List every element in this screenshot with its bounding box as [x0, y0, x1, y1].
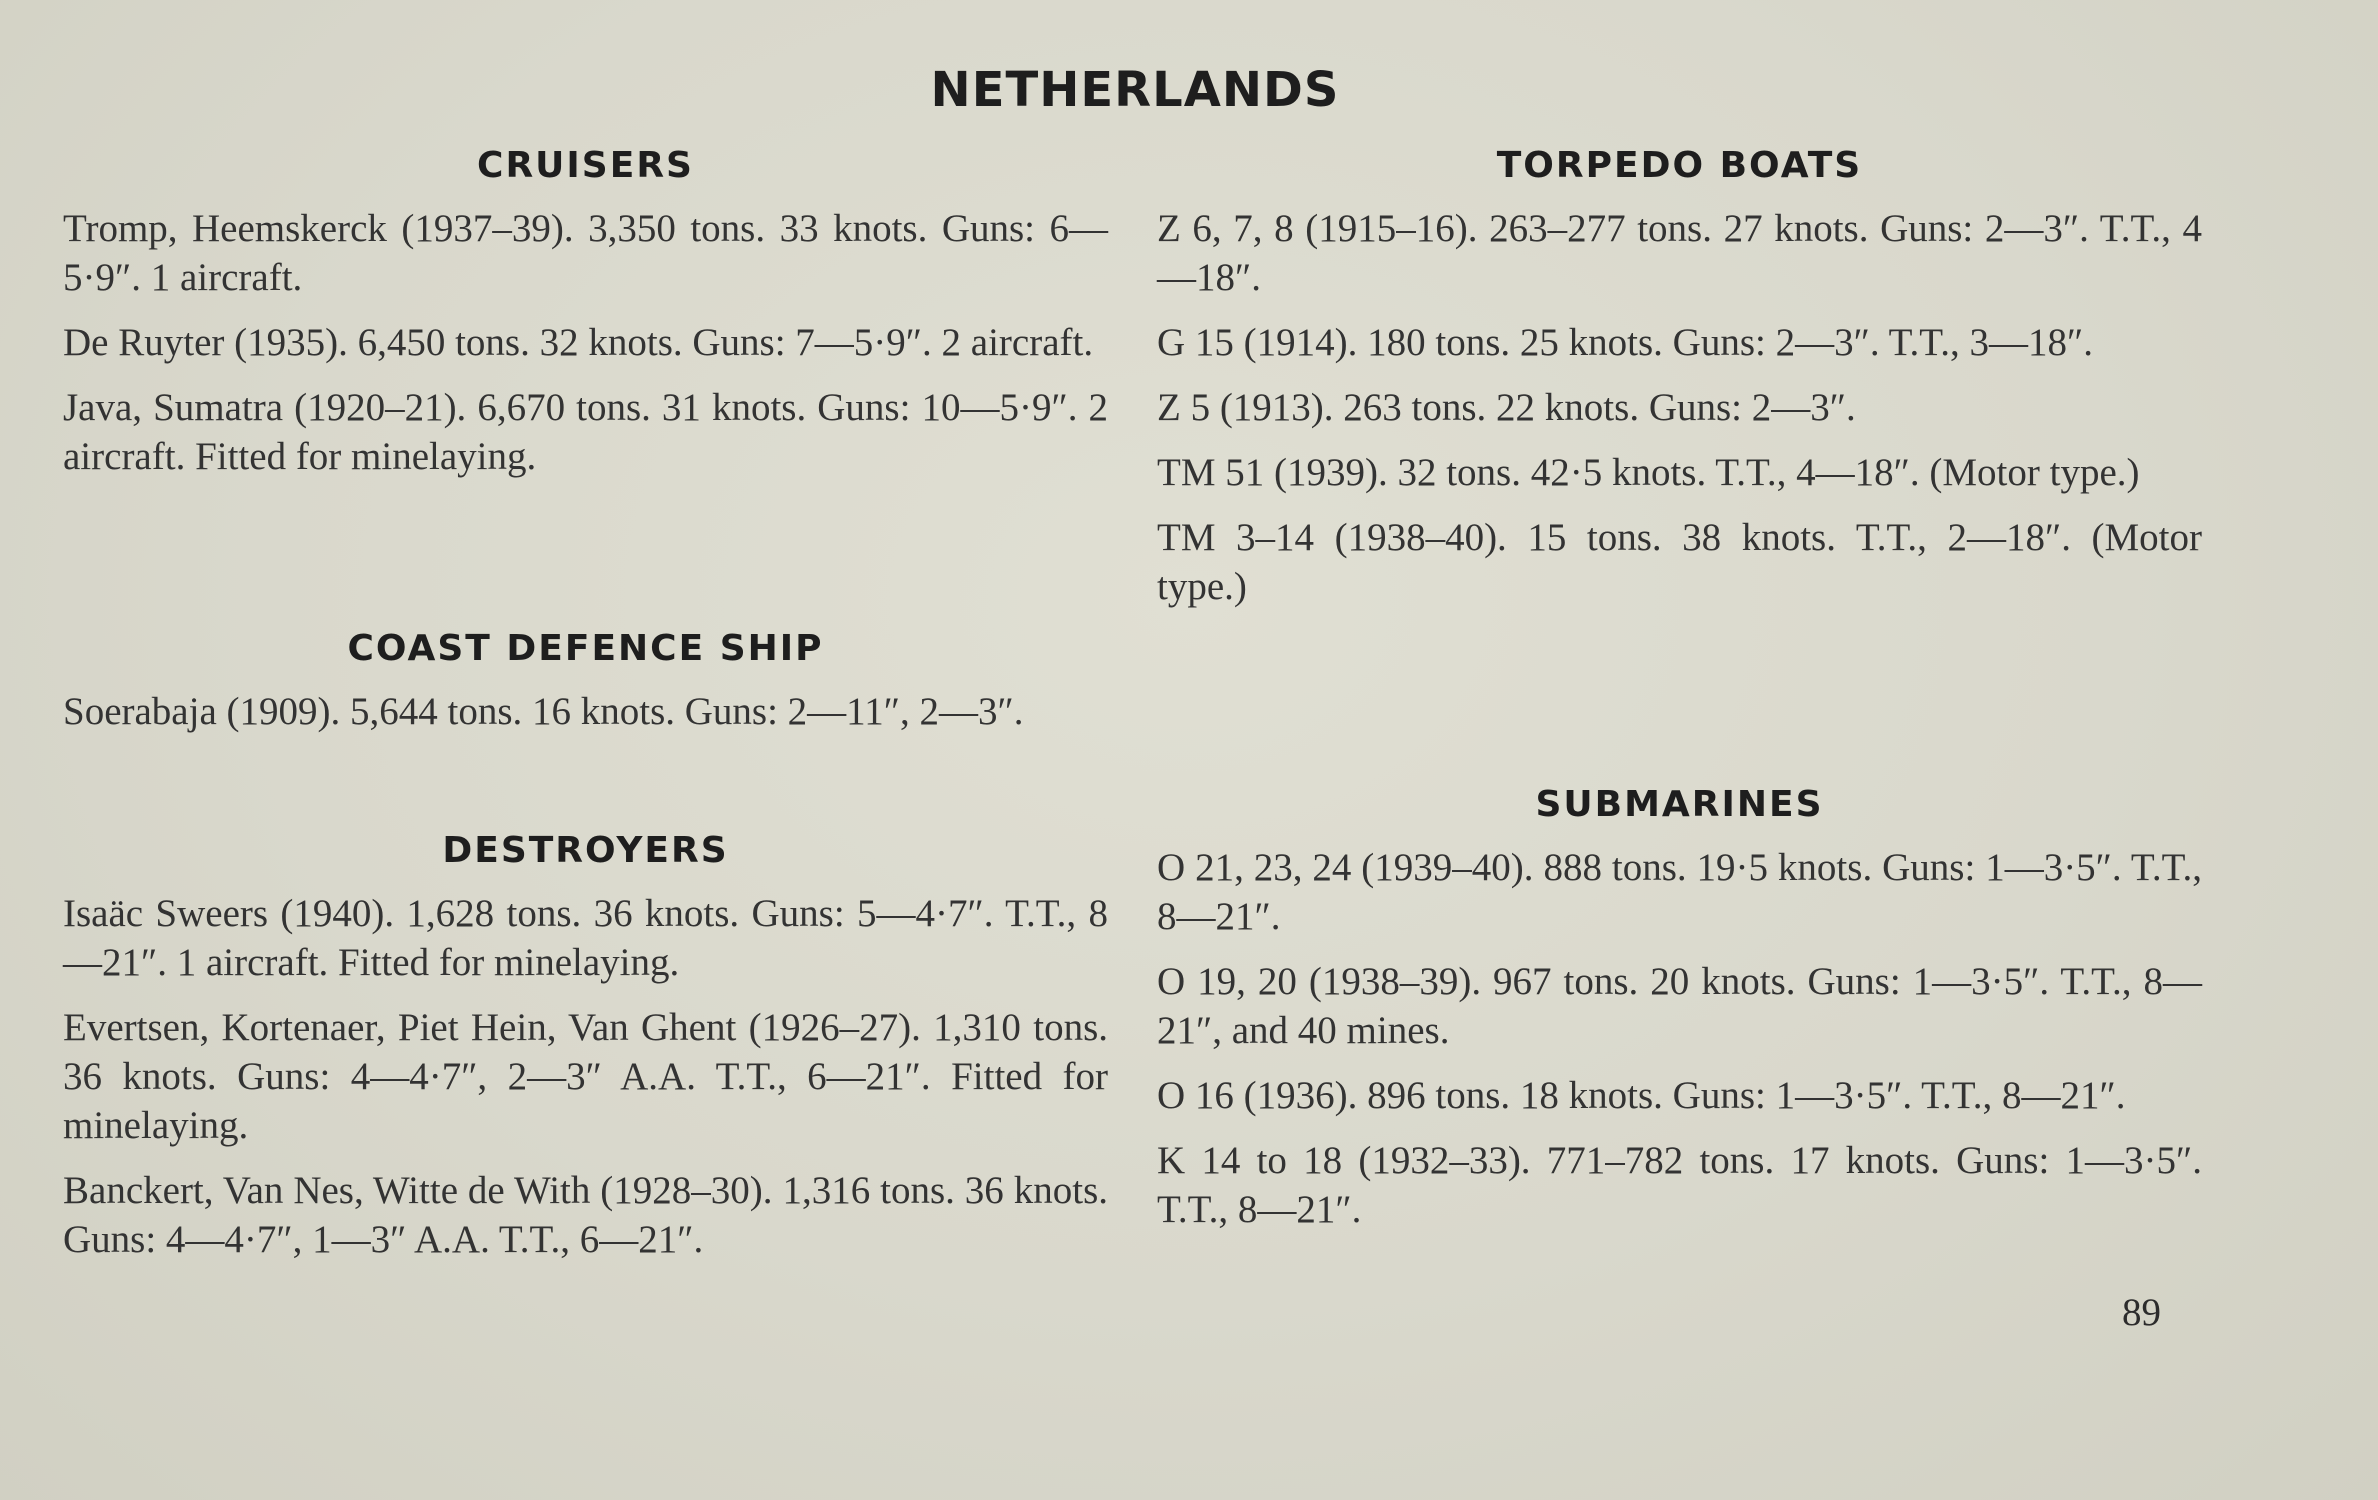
torpedo-boat-entry: Z 5 (1913). 263 tons. 22 knots. Guns: 2—3″.: [1157, 386, 1856, 429]
torpedo-boats-section: [1157, 145, 2202, 627]
submarines-section: [1157, 784, 2202, 1250]
torpedo-boat-entry: Z 6, 7, 8 (1915–16). 263–277 tons. 27 knots. Guns: 2—3″. T.T., 4—18″.: [1157, 207, 2202, 299]
submarine-entry: O 16 (1936). 896 tons. 18 knots. Guns: 1—3·5″. T.T., 8—21″.: [1157, 1074, 2126, 1117]
destroyers-section: [63, 830, 1108, 1280]
torpedo-boat-entry: TM 51 (1939). 32 tons. 42·5 knots. T.T., 4—18″. (Motor type.): [1157, 451, 2140, 494]
torpedo-boat-entry: G 15 (1914). 180 tons. 25 knots. Guns: 2—3″. T.T., 3—18″.: [1157, 321, 2093, 364]
page-number: 89: [2122, 1291, 2161, 1334]
destroyer-entry: Banckert, Van Nes, Witte de With (1928–30). 1,316 tons. 36 knots. Guns: 4—4·7″, 1—3″ A.A. T.T., 6—21″.: [63, 1169, 1108, 1261]
coast-defence-section: [63, 628, 1108, 752]
cruisers-heading: CRUISERS: [477, 145, 694, 186]
coast-defence-entry: Soerabaja (1909). 5,644 tons. 16 knots. Guns: 2—11″, 2—3″.: [63, 690, 1024, 733]
torpedo-boats-heading: TORPEDO BOATS: [1496, 145, 1863, 186]
submarine-entry: O 21, 23, 24 (1939–40). 888 tons. 19·5 knots. Guns: 1—3·5″. T.T., 8—21″.: [1157, 846, 2202, 938]
destroyer-entry: Evertsen, Kortenaer, Piet Hein, Van Ghent (1926–27). 1,310 tons. 36 knots. Guns: 4—4·7″, 2—3″ A.A. T.T., 6—21″. Fitted for minelaying.: [63, 1006, 1108, 1147]
cruiser-entry: Java, Sumatra (1920–21). 6,670 tons. 31 knots. Guns: 10—5·9″. 2 aircraft. Fitted for minelaying.: [63, 386, 1108, 478]
page-title: NETHERLANDS: [930, 62, 1340, 118]
destroyers-heading: DESTROYERS: [442, 830, 729, 871]
cruisers-section: [63, 145, 1108, 497]
torpedo-boat-entry: TM 3–14 (1938–40). 15 tons. 38 knots. T.T., 2—18″. (Motor type.): [1157, 516, 2202, 608]
submarine-entry: K 14 to 18 (1932–33). 771–782 tons. 17 knots. Guns: 1—3·5″. T.T., 8—21″.: [1157, 1139, 2202, 1231]
submarines-heading: SUBMARINES: [1535, 784, 1824, 825]
cruiser-entry: De Ruyter (1935). 6,450 tons. 32 knots. Guns: 7—5·9″. 2 aircraft.: [63, 321, 1094, 364]
coast-defence-heading: COAST DEFENCE SHIP: [347, 628, 824, 669]
destroyer-entry: Isaäc Sweers (1940). 1,628 tons. 36 knots. Guns: 5—4·7″. T.T., 8—21″. 1 aircraft. Fitted for minelaying.: [63, 892, 1108, 984]
submarine-entry: O 19, 20 (1938–39). 967 tons. 20 knots. Guns: 1—3·5″. T.T., 8—21″, and 40 mines.: [1157, 960, 2202, 1052]
cruiser-entry: Tromp, Heemskerck (1937–39). 3,350 tons. 33 knots. Guns: 6—5·9″. 1 aircraft.: [63, 207, 1108, 299]
